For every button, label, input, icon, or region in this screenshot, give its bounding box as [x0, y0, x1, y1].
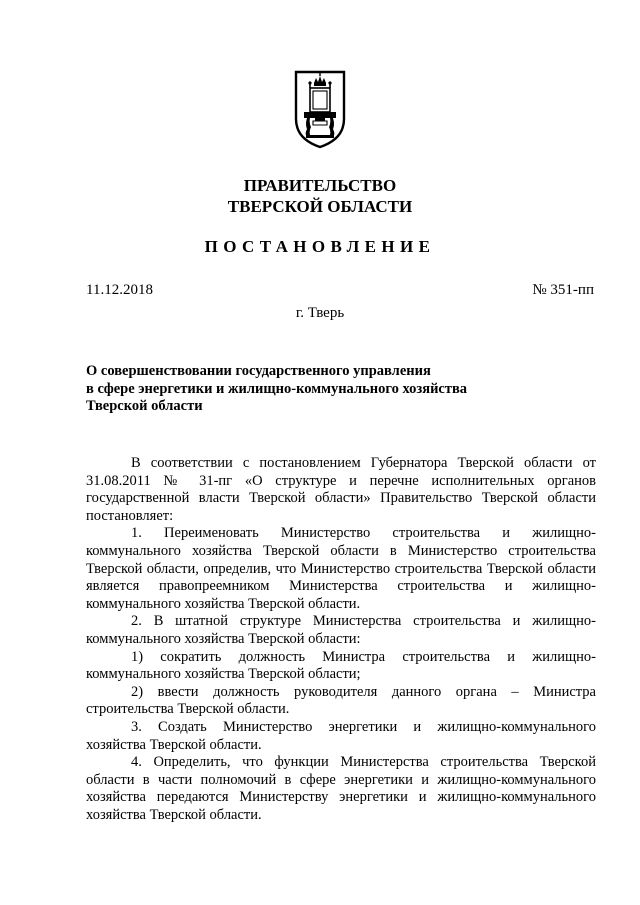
document-title-line: в сфере энергетики и жилищно-коммунального хозяйства [86, 380, 468, 397]
clause-paragraph: 1. Переименовать Министерство строительства и жилищно-коммунального хозяйства Тверской области в Министерство строительства Тверской области, определив, что Министерство строительства Тверской области является правопреемником Министерства строительства и жилищно-коммунального хозяйства Тверской области. [86, 525, 596, 612]
document-title-line: О совершенствовании государственного управления [86, 363, 431, 379]
document-date: 11.12.2018 [86, 282, 153, 298]
government-title-line2: ТВЕРСКОЙ ОБЛАСТИ [227, 197, 413, 216]
clause-paragraph: 3. Создать Министерство энергетики и жилищно-коммунального хозяйства Тверской области. [86, 718, 596, 753]
subclause-paragraph: 2) ввести должность руководителя данного органа – Министра строительства Тверской области. [86, 683, 596, 718]
document-type-heading: ПОСТАНОВЛЕНИЕ [204, 237, 436, 256]
document-city: г. Тверь [295, 305, 345, 321]
subclause-paragraph: 1) сократить должность Министра строительства и жилищно-коммунального хозяйства Тверской области; [86, 648, 596, 683]
document-number: № 351-пп [532, 282, 594, 298]
document-title [86, 363, 526, 416]
clause-paragraph: 2. В штатной структуре Министерства строительства и жилищно-коммунального хозяйства Тверской области: [86, 613, 596, 647]
coat-of-arms-emblem [293, 69, 347, 149]
preamble-paragraph: В соответствии с постановлением Губернатора Тверской области от 31.08.2011 № 31-пг «О структуре и перечне исполнительных органов государственной власти Тверской области» Правительство Тверской области постановляет: [86, 455, 596, 524]
document-body [86, 455, 596, 824]
document-title-line: Тверской области [86, 398, 203, 414]
government-title-line1: ПРАВИТЕЛЬСТВО [243, 176, 397, 195]
clause-paragraph: 4. Определить, что функции Министерства строительства Тверской области в части полномочий в сфере энергетики и жилищно-коммунального хозяйства передаются Министерству энергетики и жилищно-коммунального хозяйства Тверской области. [86, 754, 596, 823]
